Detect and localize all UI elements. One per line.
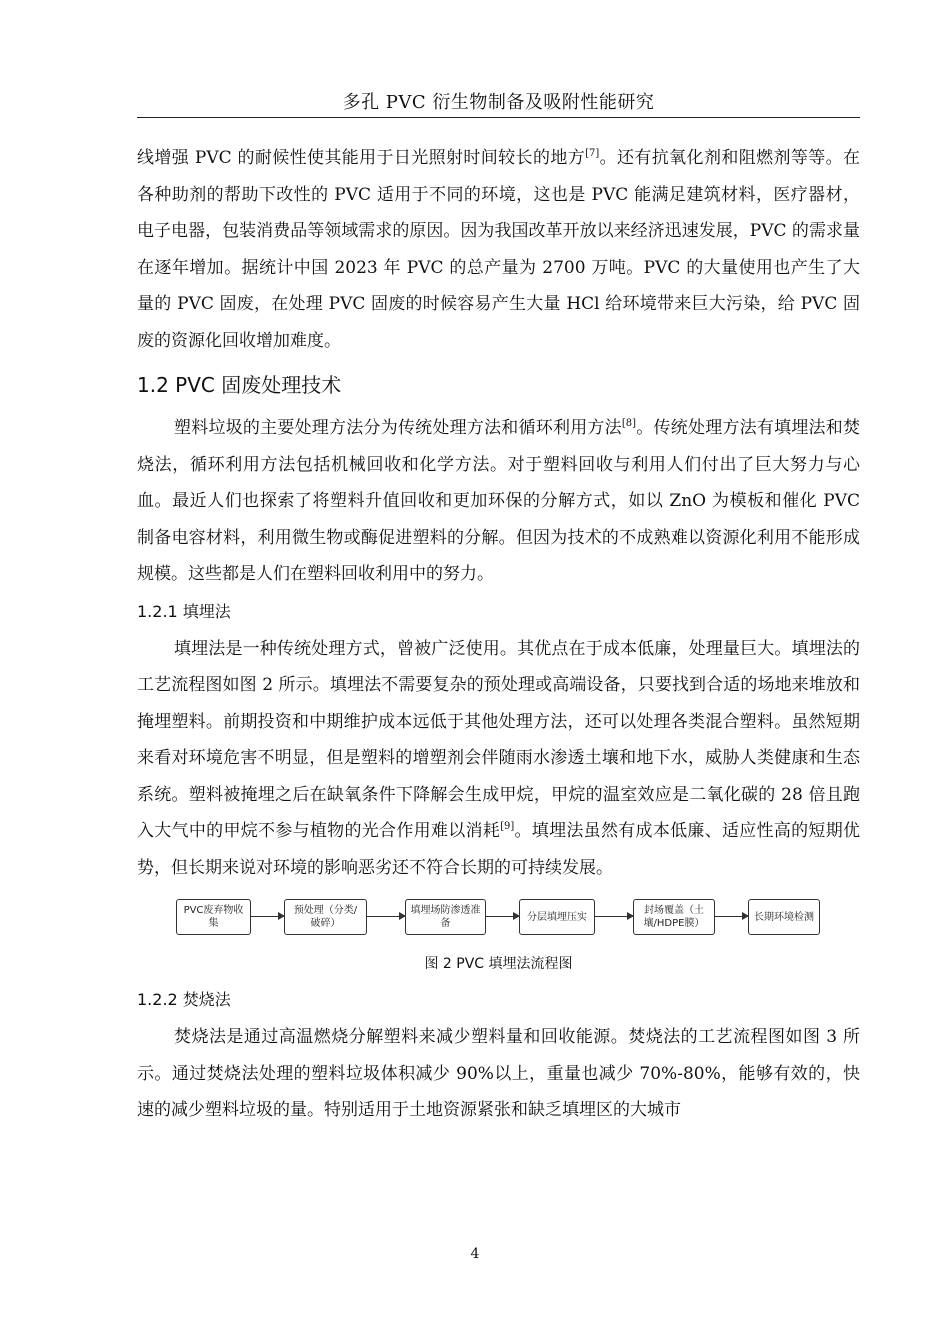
citation-8[interactable]: [8] bbox=[621, 418, 637, 429]
flow-step-pretreatment: 预处理（分类/破碎） bbox=[284, 899, 367, 935]
page-number: 4 bbox=[470, 1246, 480, 1262]
flow-step-liner-prep: 填埋场防渗透准备 bbox=[405, 899, 486, 935]
flow-step-collection: PVC废弃物收集 bbox=[176, 899, 251, 935]
flow-arrow bbox=[251, 916, 284, 917]
section-heading-1-2: 1.2 PVC 固废处理技术 bbox=[137, 373, 342, 397]
section-1-2-text-tail: 。传统处理方法有填埋法和焚烧法，循环利用方法包括机械回收和化学方法。对于塑料回收与利用人们付出了巨大努力与心血。最近人们也探索了将塑料升值回收和更加环保的分解方式，如以 ZnO 为模板和催化 PVC 制备电容材料，利用微生物或酶促进塑料的分解。但因为技术的不成熟难以资源化利用不能形成规模。这些都是人们在塑料回收利用中的努力。 bbox=[137, 418, 861, 584]
figure-2-caption: 图 2 PVC 填埋法流程图 bbox=[424, 956, 573, 972]
flow-step-compaction: 分层填埋压实 bbox=[519, 899, 595, 935]
flow-arrow bbox=[715, 916, 748, 917]
incineration-paragraph: 焚烧法是通过高温燃烧分解塑料来减少塑料量和回收能源。焚烧法的工艺流程图如图 3 所示。通过焚烧法处理的塑料垃圾体积减少 90%以上，重量也减少 70%-80%，能够有效的，快速的减少塑料垃圾的量。特别适用于土地资源紧张和缺乏填埋区的大城市 bbox=[137, 1027, 860, 1120]
landfill-text-tail: 。填埋法虽然有成本低廉、适应性高的短期优势，但长期来说对环境的影响恶劣还不符合长期的可持续发展。 bbox=[137, 821, 861, 878]
running-header: 多孔 PVC 衍生物制备及吸附性能研究 bbox=[342, 92, 655, 113]
flow-arrow bbox=[486, 916, 519, 917]
intro-paragraph bbox=[137, 140, 860, 359]
page-body bbox=[137, 140, 860, 1129]
section-1-2-paragraph bbox=[137, 410, 860, 593]
header-rule bbox=[137, 117, 860, 118]
citation-9[interactable]: [9] bbox=[500, 821, 515, 832]
flow-arrow bbox=[595, 916, 633, 917]
section-1-2-text: 塑料垃圾的主要处理方法分为传统处理方法和循环利用方法 bbox=[174, 418, 622, 438]
subsection-heading-1-2-1: 1.2.1 填埋法 bbox=[137, 601, 231, 621]
flow-step-capping: 封场覆盖（土壤/HDPE膜） bbox=[633, 899, 715, 935]
citation-7[interactable]: [7] bbox=[585, 148, 600, 159]
intro-text: 线增强 PVC 的耐候性使其能用于日光照射时间较长的地方 bbox=[137, 148, 586, 168]
landfill-paragraph bbox=[137, 631, 860, 887]
intro-text-tail: 。还有抗氧化剂和阻燃剂等等。在各种助剂的帮助下改性的 PVC 适用于不同的环境，这也是 PVC 能满足建筑材料，医疗器材，电子电器，包装消费品等领域需求的原因。因为我国改革开放以来经济迅速发展，PVC 的需求量在逐年增加。据统计中国 2023 年 PVC 的总产量为 2700 万吨。PVC 的大量使用也产生了大量的 PVC 固废，在处理 PVC 固废的时候容易产生大量 HCl 给环境带来巨大污染，给 PVC 固废的资源化回收增加难度。 bbox=[137, 148, 861, 351]
flow-step-monitoring: 长期环境检测 bbox=[748, 899, 820, 935]
flow-arrow bbox=[367, 916, 405, 917]
subsection-heading-1-2-2: 1.2.2 焚烧法 bbox=[137, 990, 231, 1009]
landfill-flowchart bbox=[137, 899, 860, 951]
landfill-text: 填埋法是一种传统处理方式，曾被广泛使用。其优点在于成本低廉，处理量巨大。填埋法的工艺流程图如图 2 所示。填埋法不需要复杂的预处理或高端设备，只要找到合适的场地来堆放和掩埋塑料。前期投资和中期维护成本远低于其他处理方法，还可以处理各类混合塑料。虽然短期来看对环境危害不明显，但是塑料的增塑剂会伴随雨水渗透土壤和地下水，威胁人类健康和生态系统。塑料被掩埋之后在缺氧条件下降解会生成甲烷，甲烷的温室效应是二氧化碳的 28 倍且跑入大气中的甲烷不参与植物的光合作用难以消耗 bbox=[137, 638, 860, 841]
